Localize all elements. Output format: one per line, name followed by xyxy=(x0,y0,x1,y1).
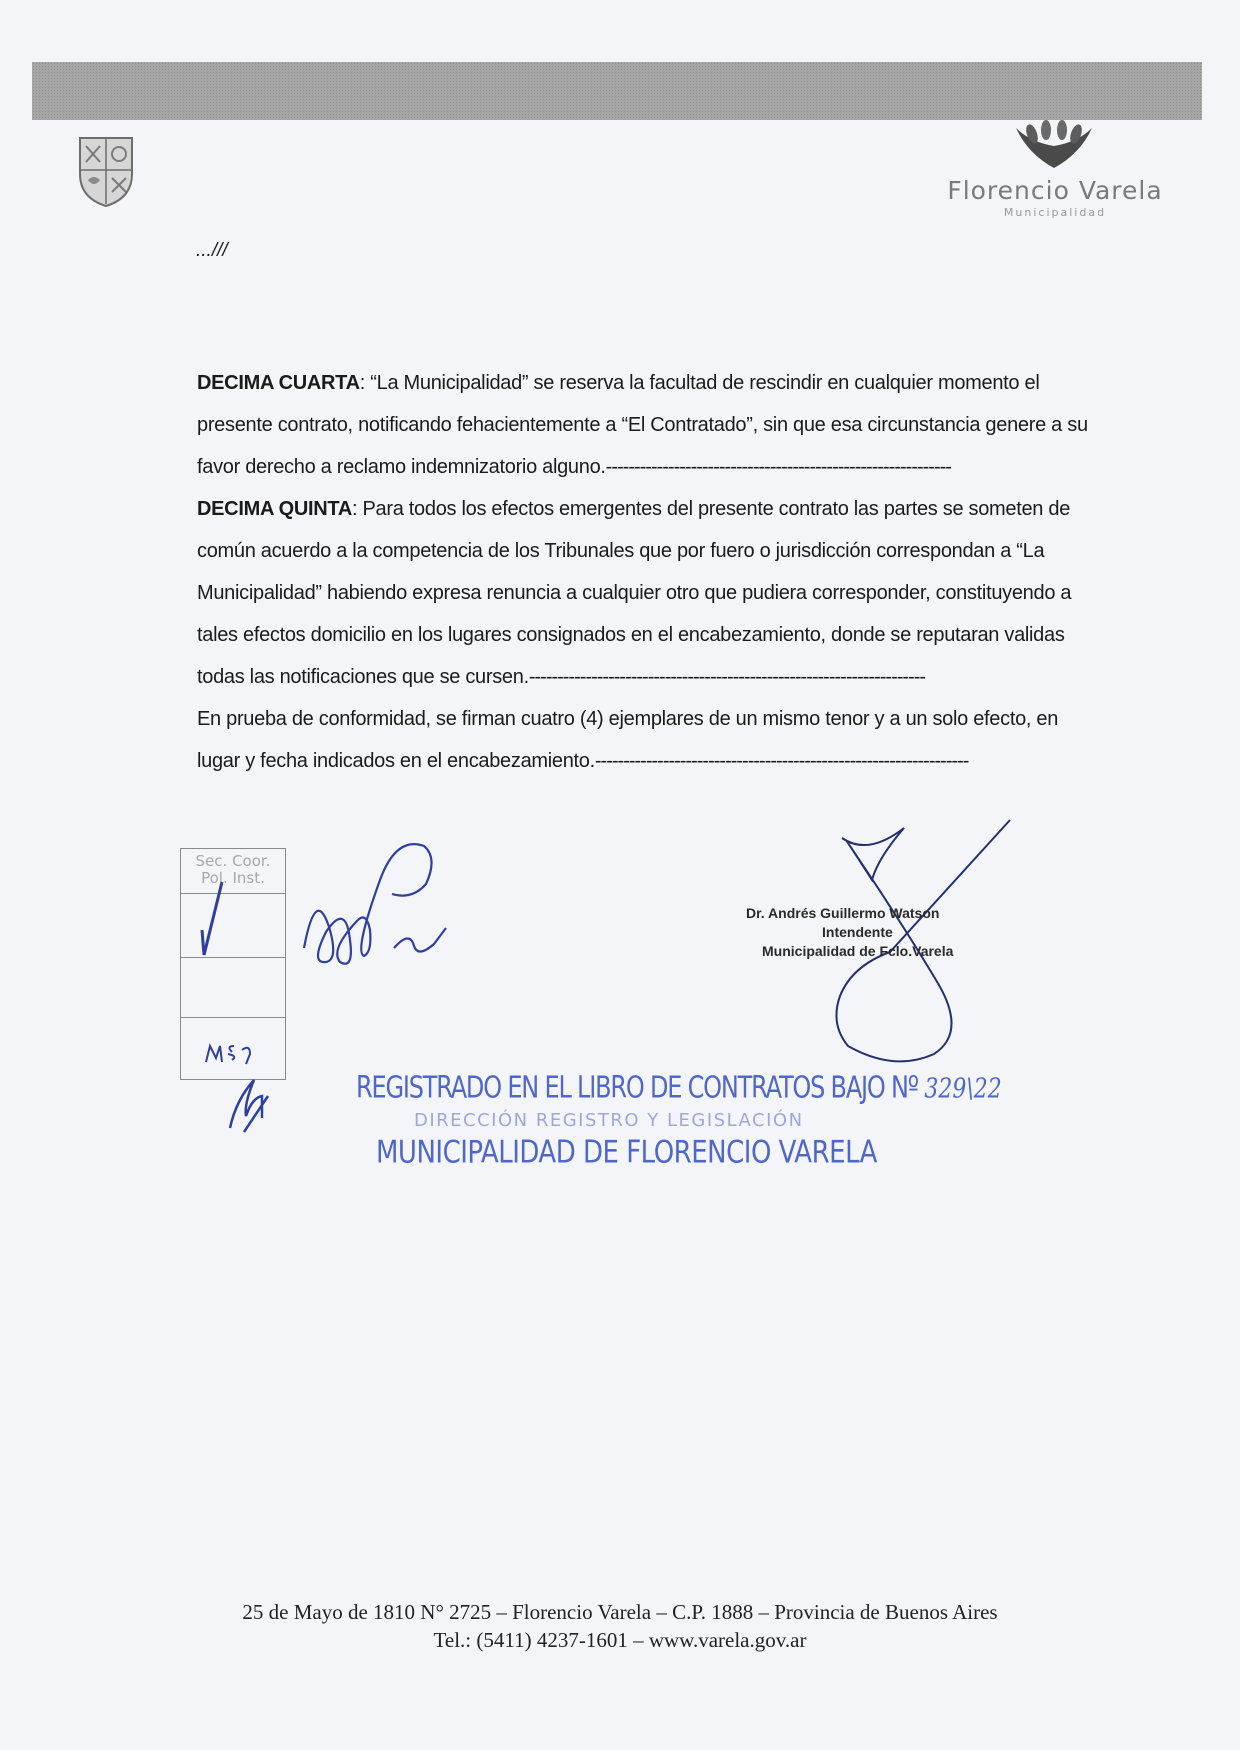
registration-stamp-line1 xyxy=(356,1070,1002,1105)
secretary-signature-icon xyxy=(304,844,446,964)
municipal-crest-icon xyxy=(76,134,136,210)
clause-decima-cuarta xyxy=(197,362,1097,488)
registration-number: 329\22 xyxy=(924,1073,1002,1105)
stamp-divider xyxy=(181,893,285,894)
contract-clauses xyxy=(197,362,1097,782)
clause-text: : “La Municipalidad” se reserva la facultad de rescindir en cualquier momento el presente contrato, notificando fehacientemente a “El Contratado”, sin que esa circunstancia genere a su favor derecho a reclamo indemnizatorio alguno. xyxy=(197,372,1088,478)
control-stamp-label: Sec. Coor. Pol. Inst. xyxy=(195,852,271,887)
clause-lead: DECIMA CUARTA xyxy=(197,372,360,394)
control-stamp-box xyxy=(180,848,286,1080)
clause-dashes: ---------------------------------------------------------------------- xyxy=(528,666,926,688)
clause-decima-quinta xyxy=(197,488,1097,698)
clause-text: : Para todos los efectos emergentes del presente contrato las partes se someten de común acuerdo a la competencia de los Tribunales que por fuero o jurisdicción correspondan a “La Municipalidad” habiendo expresa renuncia a cualquier otro que pudiera corresponder, constituyendo a tales efectos domicilio en los lugares consignados en el encabezamiento, donde se reputaran validas todas las notificaciones que se cursen. xyxy=(197,498,1072,688)
signatory-entity: Municipalidad de Fclo.Varela xyxy=(762,943,954,959)
footer-contact: Tel.: (5411) 4237-1601 – www.varela.gov.ar xyxy=(433,1628,807,1652)
florencio-varela-logo-icon xyxy=(1006,120,1102,172)
header-banner xyxy=(32,62,1202,120)
logo-name: Florencio Varela xyxy=(947,176,1163,205)
signatory-name: Dr. Andrés Guillermo Watson xyxy=(746,905,940,921)
registration-title: REGISTRADO EN EL LIBRO DE CONTRATOS BAJO Nº xyxy=(356,1070,918,1105)
stamp-divider xyxy=(181,1017,285,1018)
logo-subtitle: Municipalidad xyxy=(1003,206,1107,219)
clause-lead: DECIMA QUINTA xyxy=(197,498,352,520)
footer-address: 25 de Mayo de 1810 N° 2725 – Florencio Varela – C.P. 1888 – Provincia de Buenos Aires xyxy=(242,1600,998,1624)
registration-stamp-line3: MUNICIPALIDAD DE FLORENCIO VARELA xyxy=(376,1135,877,1171)
clause-conformidad xyxy=(197,698,1097,782)
clause-dashes: ------------------------------------------------------------- xyxy=(605,456,951,478)
clause-dashes: ------------------------------------------------------------------ xyxy=(594,750,969,772)
stamp-divider xyxy=(181,957,285,958)
continuation-mark: .../// xyxy=(196,240,228,261)
signatory-role: Intendente xyxy=(822,924,893,940)
signatory-block xyxy=(746,904,986,961)
registration-stamp xyxy=(356,1070,1002,1171)
page-footer xyxy=(0,1598,1240,1654)
initials-scribble-icon xyxy=(230,1080,268,1132)
registration-stamp-line2: DIRECCIÓN REGISTRO Y LEGISLACIÓN xyxy=(414,1110,804,1131)
clause-text: En prueba de conformidad, se firman cuatro (4) ejemplares de un mismo tenor y a un solo efecto, en lugar y fecha indicados en el encabezamiento. xyxy=(197,708,1059,772)
